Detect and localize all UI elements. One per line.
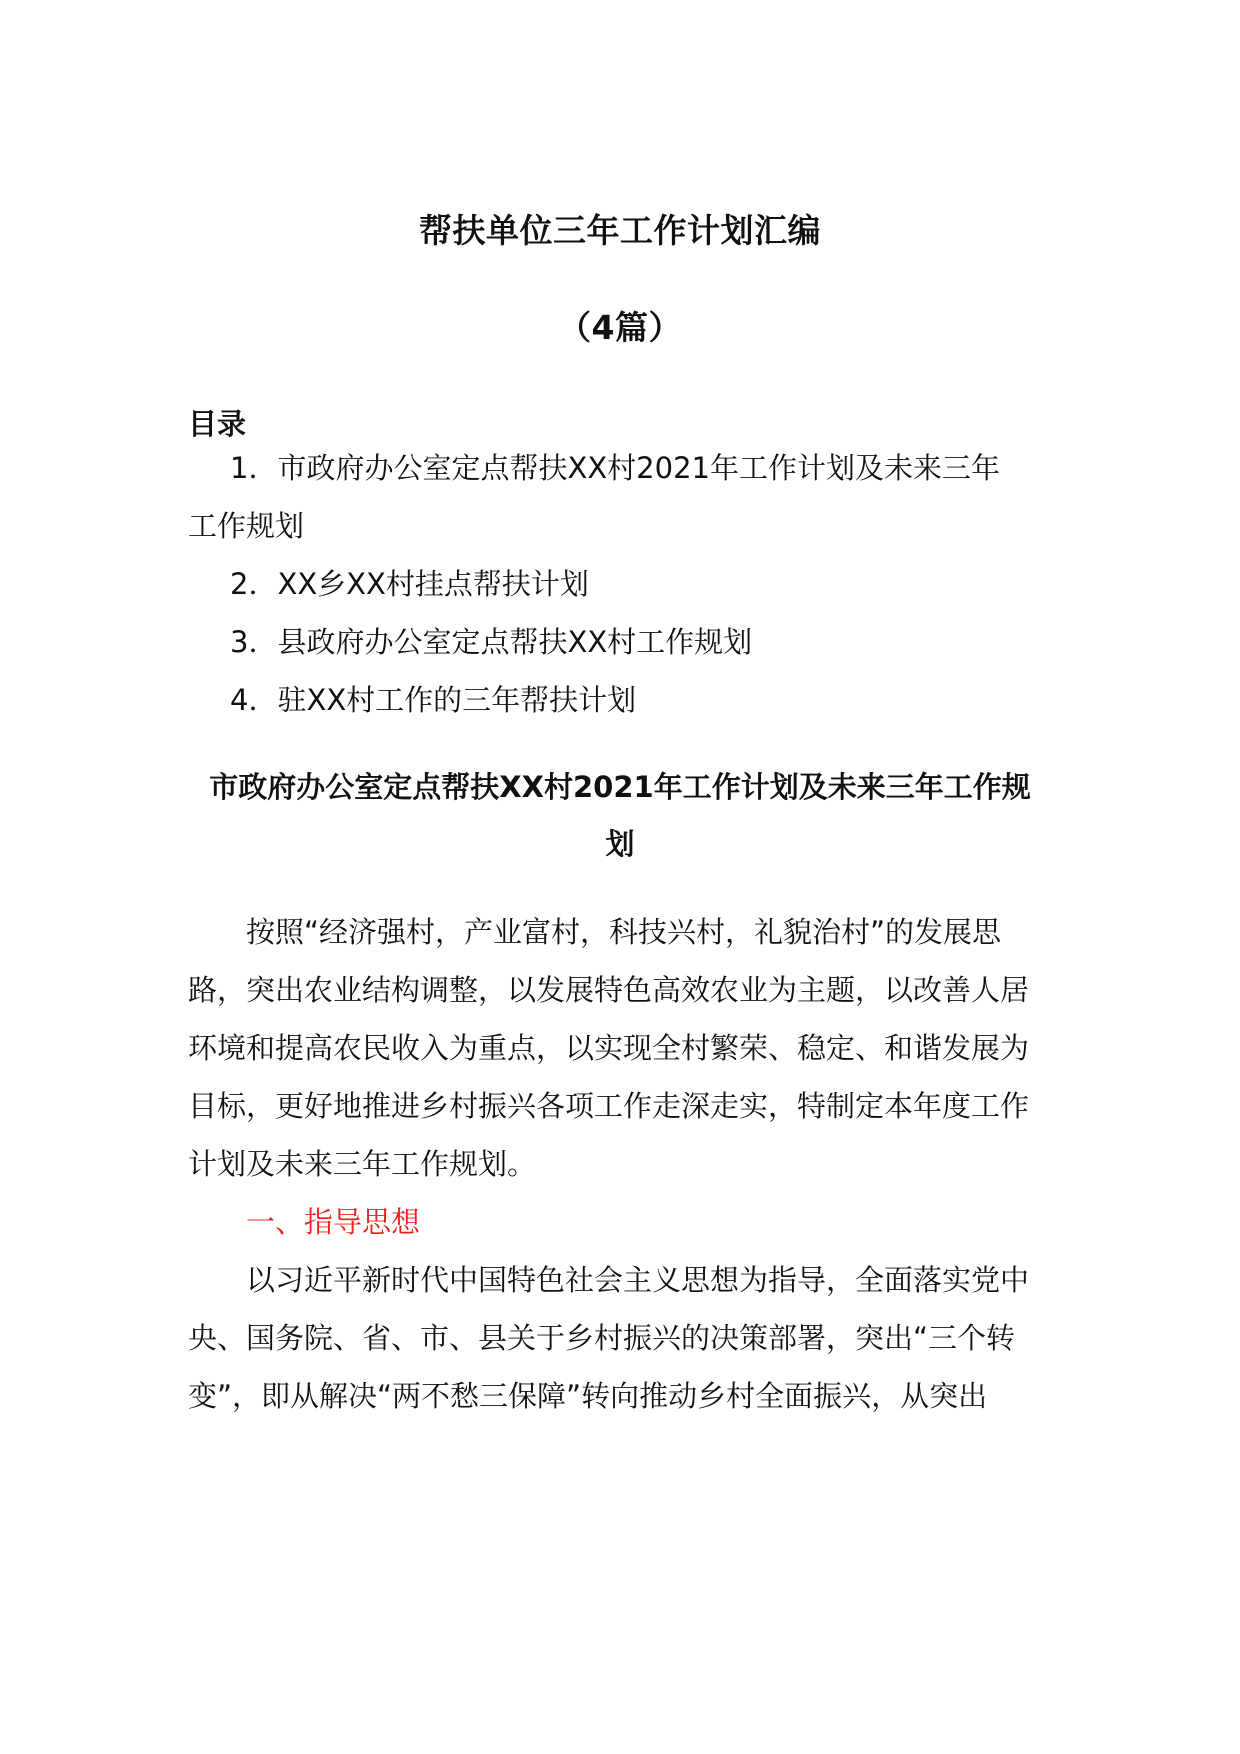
paragraph-line: 变”，即从解决“两不愁三保障”转向推动乡村全面振兴，从突出 <box>188 1379 988 1413</box>
paragraph-line: 以习近平新时代中国特色社会主义思想为指导，全面落实党中 <box>246 1263 1030 1297</box>
section-title-continuation: 划 <box>605 827 635 861</box>
intro-line: 按照“经济强村，产业富村，科技兴村，礼貌治村”的发展思 <box>246 915 1002 949</box>
document-subtitle: （4篇） <box>558 308 682 347</box>
intro-line: 目标，更好地推进乡村振兴各项工作走深走实，特制定本年度工作 <box>188 1089 1030 1123</box>
toc-item-1[interactable]: 1．市政府办公室定点帮扶XX村2021年工作计划及未来三年 <box>230 451 1000 485</box>
toc-item-3[interactable]: 3．县政府办公室定点帮扶XX村工作规划 <box>230 625 753 659</box>
intro-line: 计划及未来三年工作规划。 <box>188 1147 537 1181</box>
toc-item-1-continuation[interactable]: 工作规划 <box>188 509 305 543</box>
toc-heading: 目录 <box>188 407 247 441</box>
section-heading-guiding-ideology: 一、指导思想 <box>246 1205 421 1239</box>
toc-item-4[interactable]: 4．驻XX村工作的三年帮扶计划 <box>230 683 637 717</box>
paragraph-line: 央、国务院、省、市、县关于乡村振兴的决策部署，突出“三个转 <box>188 1321 1016 1355</box>
intro-line: 路，突出农业结构调整，以发展特色高效农业为主题，以改善人居 <box>188 973 1030 1007</box>
document-title: 帮扶单位三年工作计划汇编 <box>419 211 821 250</box>
section-title: 市政府办公室定点帮扶XX村2021年工作计划及未来三年工作规 <box>209 770 1031 804</box>
toc-item-2[interactable]: 2．XX乡XX村挂点帮扶计划 <box>230 567 589 601</box>
intro-line: 环境和提高农民收入为重点，以实现全村繁荣、稳定、和谐发展为 <box>188 1031 1030 1065</box>
